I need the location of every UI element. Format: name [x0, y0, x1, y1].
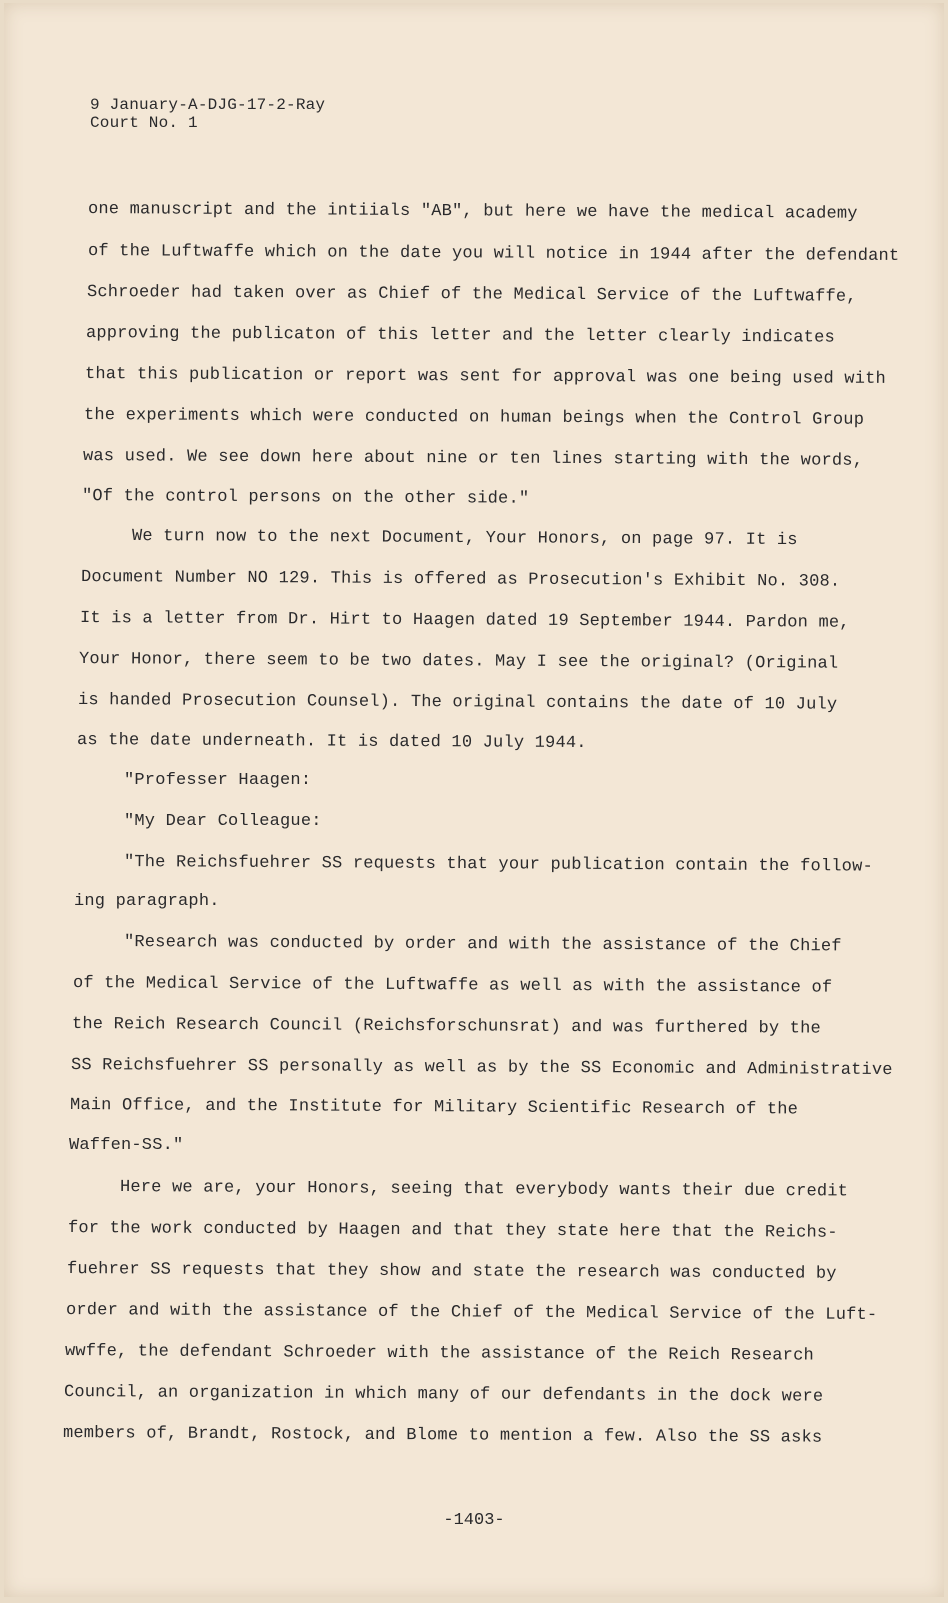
- header-court-number: Court No. 1: [90, 114, 198, 132]
- body-line: "Research was conducted by order and with the assistance of the Chief: [123, 933, 842, 957]
- document-page: [4, 3, 944, 1597]
- body-line: Your Honor, there seem to be two dates. May I see the original? (Original: [78, 650, 839, 674]
- body-line: Council, an organization in which many of our defendants in the dock were: [63, 1383, 824, 1407]
- body-line: fuehrer SS requests that they show and state the research was conducted by: [66, 1260, 837, 1284]
- body-line: Waffen-SS.": [69, 1136, 184, 1155]
- body-line: the experiments which were conducted on human beings when the Control Group: [83, 406, 865, 430]
- body-line: "The Reichsfuehrer SS requests that your publication contain the follow-: [123, 853, 873, 877]
- body-line: order and with the assistance of the Chief of the Medical Service of the Luft-: [65, 1301, 878, 1325]
- body-line: "Professer Haagen:: [124, 771, 312, 790]
- body-line: as the date underneath. It is dated 10 July 1944.: [76, 731, 587, 754]
- body-line: Document Number NO 129. This is offered as Prosecution's Exhibit No. 308.: [80, 568, 841, 592]
- body-line: of the Medical Service of the Luftwaffe as well as with the assistance of: [72, 974, 833, 998]
- body-line: We turn now to the next Document, Your Honors, on page 97. It is: [131, 527, 798, 551]
- body-line: that this publication or report was sent for approval was one being used with: [84, 365, 886, 389]
- body-line: Here we are, your Honors, seeing that everybody wants their due credit: [119, 1178, 849, 1202]
- page-number: -1403-: [443, 1511, 505, 1530]
- body-line: is handed Prosecution Counsel). The original contains the date of 10 July: [77, 691, 838, 715]
- body-line: Main Office, and the Institute for Military Scientific Research of the: [69, 1096, 799, 1120]
- body-line: the Reich Research Council (Reichsforschunsrat) and was furthered by the: [71, 1015, 821, 1039]
- body-line: for the work conducted by Haagen and that they state here that the Reichs-: [67, 1219, 838, 1243]
- body-line: Schroeder had taken over as Chief of the Medical Service of the Luftwaffe,: [86, 283, 857, 307]
- body-line: wwffe, the defendant Schroeder with the assistance of the Reich Research: [64, 1342, 814, 1366]
- header-reference: 9 January-A-DJG-17-2-Ray: [90, 96, 326, 114]
- body-line: ing paragraph.: [74, 892, 220, 911]
- body-line: approving the publicaton of this letter and the letter clearly indicates: [85, 324, 835, 348]
- body-line: was used. We see down here about nine or ten lines starting with the words,: [82, 447, 864, 471]
- body-line: "Of the control persons on the other side.": [81, 487, 530, 509]
- body-line: members of, Brandt, Rostock, and Blome to mention a few. Also the SS asks: [62, 1424, 823, 1448]
- body-line: SS Reichsfuehrer SS personally as well as by the SS Economic and Administrative: [70, 1056, 893, 1081]
- body-line: one manuscript and the intiials "AB", but here we have the medical academy: [87, 200, 858, 224]
- body-line: "My Dear Colleague:: [124, 812, 322, 831]
- body-line: of the Luftwaffe which on the date you will notice in 1944 after the defendant: [87, 242, 900, 266]
- body-line: It is a letter from Dr. Hirt to Haagen dated 19 September 1944. Pardon me,: [79, 609, 850, 633]
